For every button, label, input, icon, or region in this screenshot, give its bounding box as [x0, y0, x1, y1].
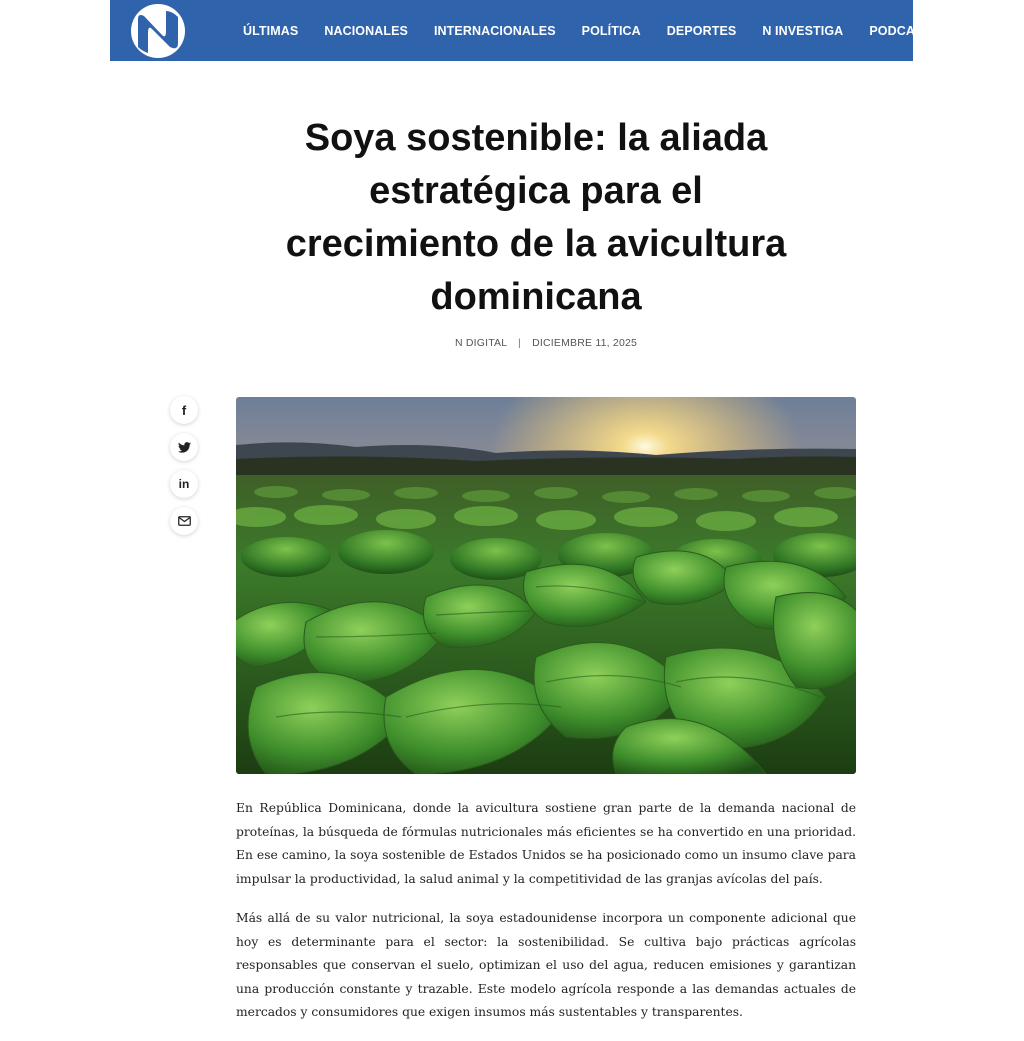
article-title: Soya sostenible: la aliada estratégica para el crecimiento de la avicultura dominicana	[285, 117, 787, 318]
article-author[interactable]: N DIGITAL	[454, 337, 507, 349]
nav-item-n-investiga[interactable]: N INVESTIGA	[762, 23, 844, 38]
nav-item-deportes[interactable]: DEPORTES	[666, 23, 737, 38]
article-date: DICIEMBRE 11, 2025	[532, 337, 638, 349]
n-digital-logo-icon	[130, 3, 186, 59]
share-twitter-button[interactable]	[170, 433, 198, 461]
main-nav	[243, 0, 931, 61]
share-email-button[interactable]	[170, 507, 198, 535]
article-meta	[0, 337, 1024, 349]
nav-item-nacionales[interactable]: NACIONALES	[324, 23, 408, 38]
share-linkedin-button[interactable]	[170, 470, 198, 498]
nav-item-internacionales[interactable]: INTERNACIONALES	[433, 23, 556, 38]
meta-separator: |	[518, 337, 521, 349]
nav-item-ultimas[interactable]: ÚLTIMAS	[243, 23, 299, 38]
share-facebook-button[interactable]	[170, 396, 198, 424]
linkedin-icon: in	[178, 477, 190, 491]
article-body	[236, 797, 856, 1041]
facebook-icon: f	[181, 402, 187, 418]
article-paragraph: Más allá de su valor nutricional, la soya estadounidense incorpora un componente adicional que hoy es determinante para el sector: la sostenibilidad. Se cultiva bajo prácticas agrícolas responsables que conservan el suelo, optimizan el uso del agua, reducen emisiones y garantizan una producción constante y trazable. Este modelo agrícola responde a las demandas actuales de mercados y consumidores que exigen insumos más sustentables y transparentes.	[236, 911, 856, 1019]
article-paragraph: En República Dominicana, donde la avicultura sostiene gran parte de la demanda nacional de proteínas, la búsqueda de fórmulas nutricionales más eficientes se ha convertido en una prioridad. En ese camino, la soya sostenible de Estados Unidos se ha posicionado como un insumo clave para impulsar la productividad, la salud animal y la competitividad de las granjas avícolas del país.	[236, 801, 856, 886]
email-icon	[178, 516, 191, 526]
share-bar	[170, 396, 200, 544]
nav-item-podcast[interactable]: PODCAST	[869, 23, 932, 38]
nav-item-politica[interactable]: POLÍTICA	[581, 23, 641, 38]
twitter-icon	[178, 442, 191, 453]
site-logo[interactable]	[130, 3, 186, 59]
top-navbar	[110, 0, 932, 61]
hero-image	[236, 397, 856, 774]
